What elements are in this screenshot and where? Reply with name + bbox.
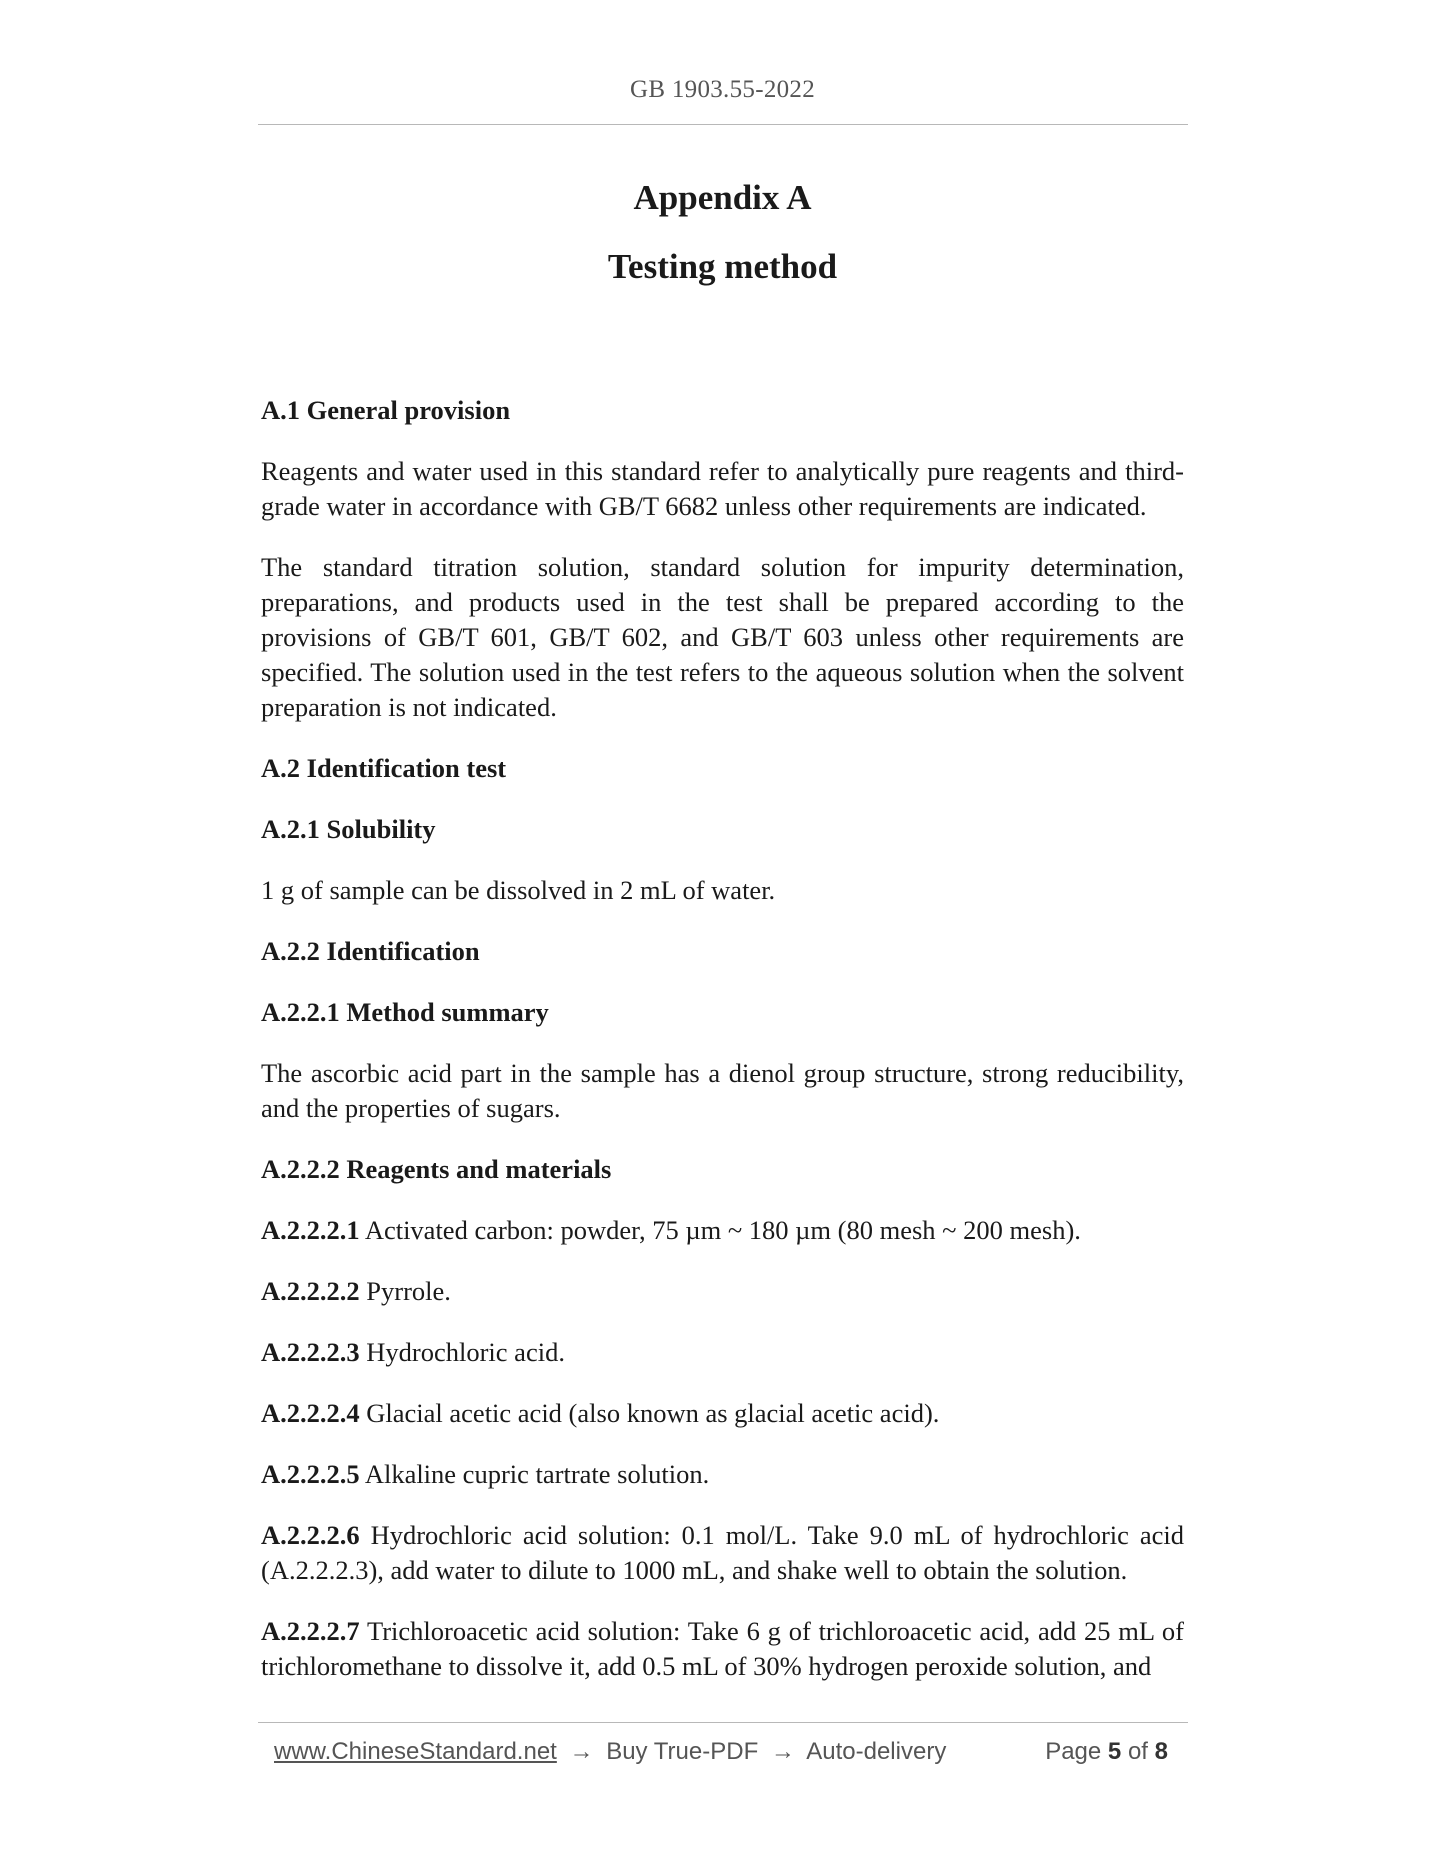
item-text: Hydrochloric acid. — [366, 1337, 565, 1367]
item-number: A.2.2.2.1 — [261, 1215, 360, 1245]
item-number: A.2.2.2.3 — [261, 1337, 360, 1367]
section-heading-a221: A.2.2.1 Method summary — [261, 997, 549, 1027]
item-text: Alkaline cupric tartrate solution. — [364, 1459, 710, 1489]
item-text: Hydrochloric acid solution: 0.1 mol/L. Take 9.0 mL of hydrochloric acid (A.2.2.2.3), add water to dilute to 1000 mL, and shake well to obtain the solution. — [261, 1520, 1184, 1585]
page-label: Page — [1045, 1738, 1102, 1765]
footer-promo — [274, 1738, 946, 1766]
list-item — [261, 1274, 1184, 1309]
paragraph-a221-summary: The ascorbic acid part in the sample has a dienol group structure, strong reducibility, and the properties of sugars. — [261, 1058, 1184, 1123]
buy-pdf-link[interactable]: Buy True-PDF — [606, 1738, 759, 1765]
footer-rule — [258, 1722, 1188, 1723]
page-number — [1045, 1738, 1168, 1766]
list-item — [261, 1518, 1184, 1588]
header-rule — [258, 124, 1188, 125]
paragraph-a1-reagents: Reagents and water used in this standard refer to analytically pure reagents and third-grade water in accordance with GB/T 6682 unless other requirements are indicated. — [261, 456, 1184, 521]
page-current: 5 — [1107, 1738, 1122, 1765]
site-link[interactable]: www.ChineseStandard.net — [274, 1738, 557, 1765]
arrow-right-icon: → — [569, 1738, 594, 1765]
list-item — [261, 1614, 1184, 1684]
list-item — [261, 1457, 1184, 1492]
appendix-subtitle: Testing method — [607, 247, 838, 286]
item-text: Pyrrole. — [366, 1276, 451, 1306]
list-item — [261, 1335, 1184, 1370]
page-footer — [274, 1738, 1174, 1778]
document-body — [261, 393, 1184, 1710]
item-number: A.2.2.2.5 — [261, 1459, 360, 1489]
item-number: A.2.2.2.7 — [261, 1616, 360, 1646]
section-heading-a1: A.1 General provision — [261, 395, 511, 425]
item-text: Trichloroacetic acid solution: Take 6 g of trichloroacetic acid, add 25 mL of trichloromethane to dissolve it, add 0.5 mL of 30% hydrogen peroxide solution, and — [261, 1616, 1184, 1681]
item-number: A.2.2.2.4 — [261, 1398, 360, 1428]
arrow-right-icon: → — [770, 1738, 795, 1765]
paragraph-a1-solutions: The standard titration solution, standard solution for impurity determination, preparations, and products used in the test shall be prepared according to the provisions of GB/T 601, GB/T 602, and GB/T 603 unless other requirements are specified. The solution used in the test refers to the aqueous solution when the solvent preparation is not indicated. — [261, 552, 1184, 722]
appendix-title: Appendix A — [633, 178, 812, 217]
item-text: Glacial acetic acid (also known as glacial acetic acid). — [366, 1398, 940, 1428]
section-heading-a21: A.2.1 Solubility — [261, 814, 436, 844]
item-text: Activated carbon: powder, 75 µm ~ 180 µm (80 mesh ~ 200 mesh). — [364, 1215, 1081, 1245]
paragraph-a21-solubility: 1 g of sample can be dissolved in 2 mL of water. — [261, 875, 776, 905]
section-heading-a222: A.2.2.2 Reagents and materials — [261, 1154, 612, 1184]
section-heading-a22: A.2.2 Identification — [261, 936, 480, 966]
item-number: A.2.2.2.2 — [261, 1276, 360, 1306]
standard-code-header: GB 1903.55-2022 — [629, 76, 816, 103]
list-item — [261, 1396, 1184, 1431]
section-heading-a2: A.2 Identification test — [261, 753, 507, 783]
auto-delivery-text: Auto-delivery — [806, 1738, 947, 1765]
page-total: 8 — [1154, 1738, 1168, 1765]
item-number: A.2.2.2.6 — [261, 1520, 360, 1550]
list-item — [261, 1213, 1184, 1248]
page-of: of — [1127, 1738, 1148, 1765]
